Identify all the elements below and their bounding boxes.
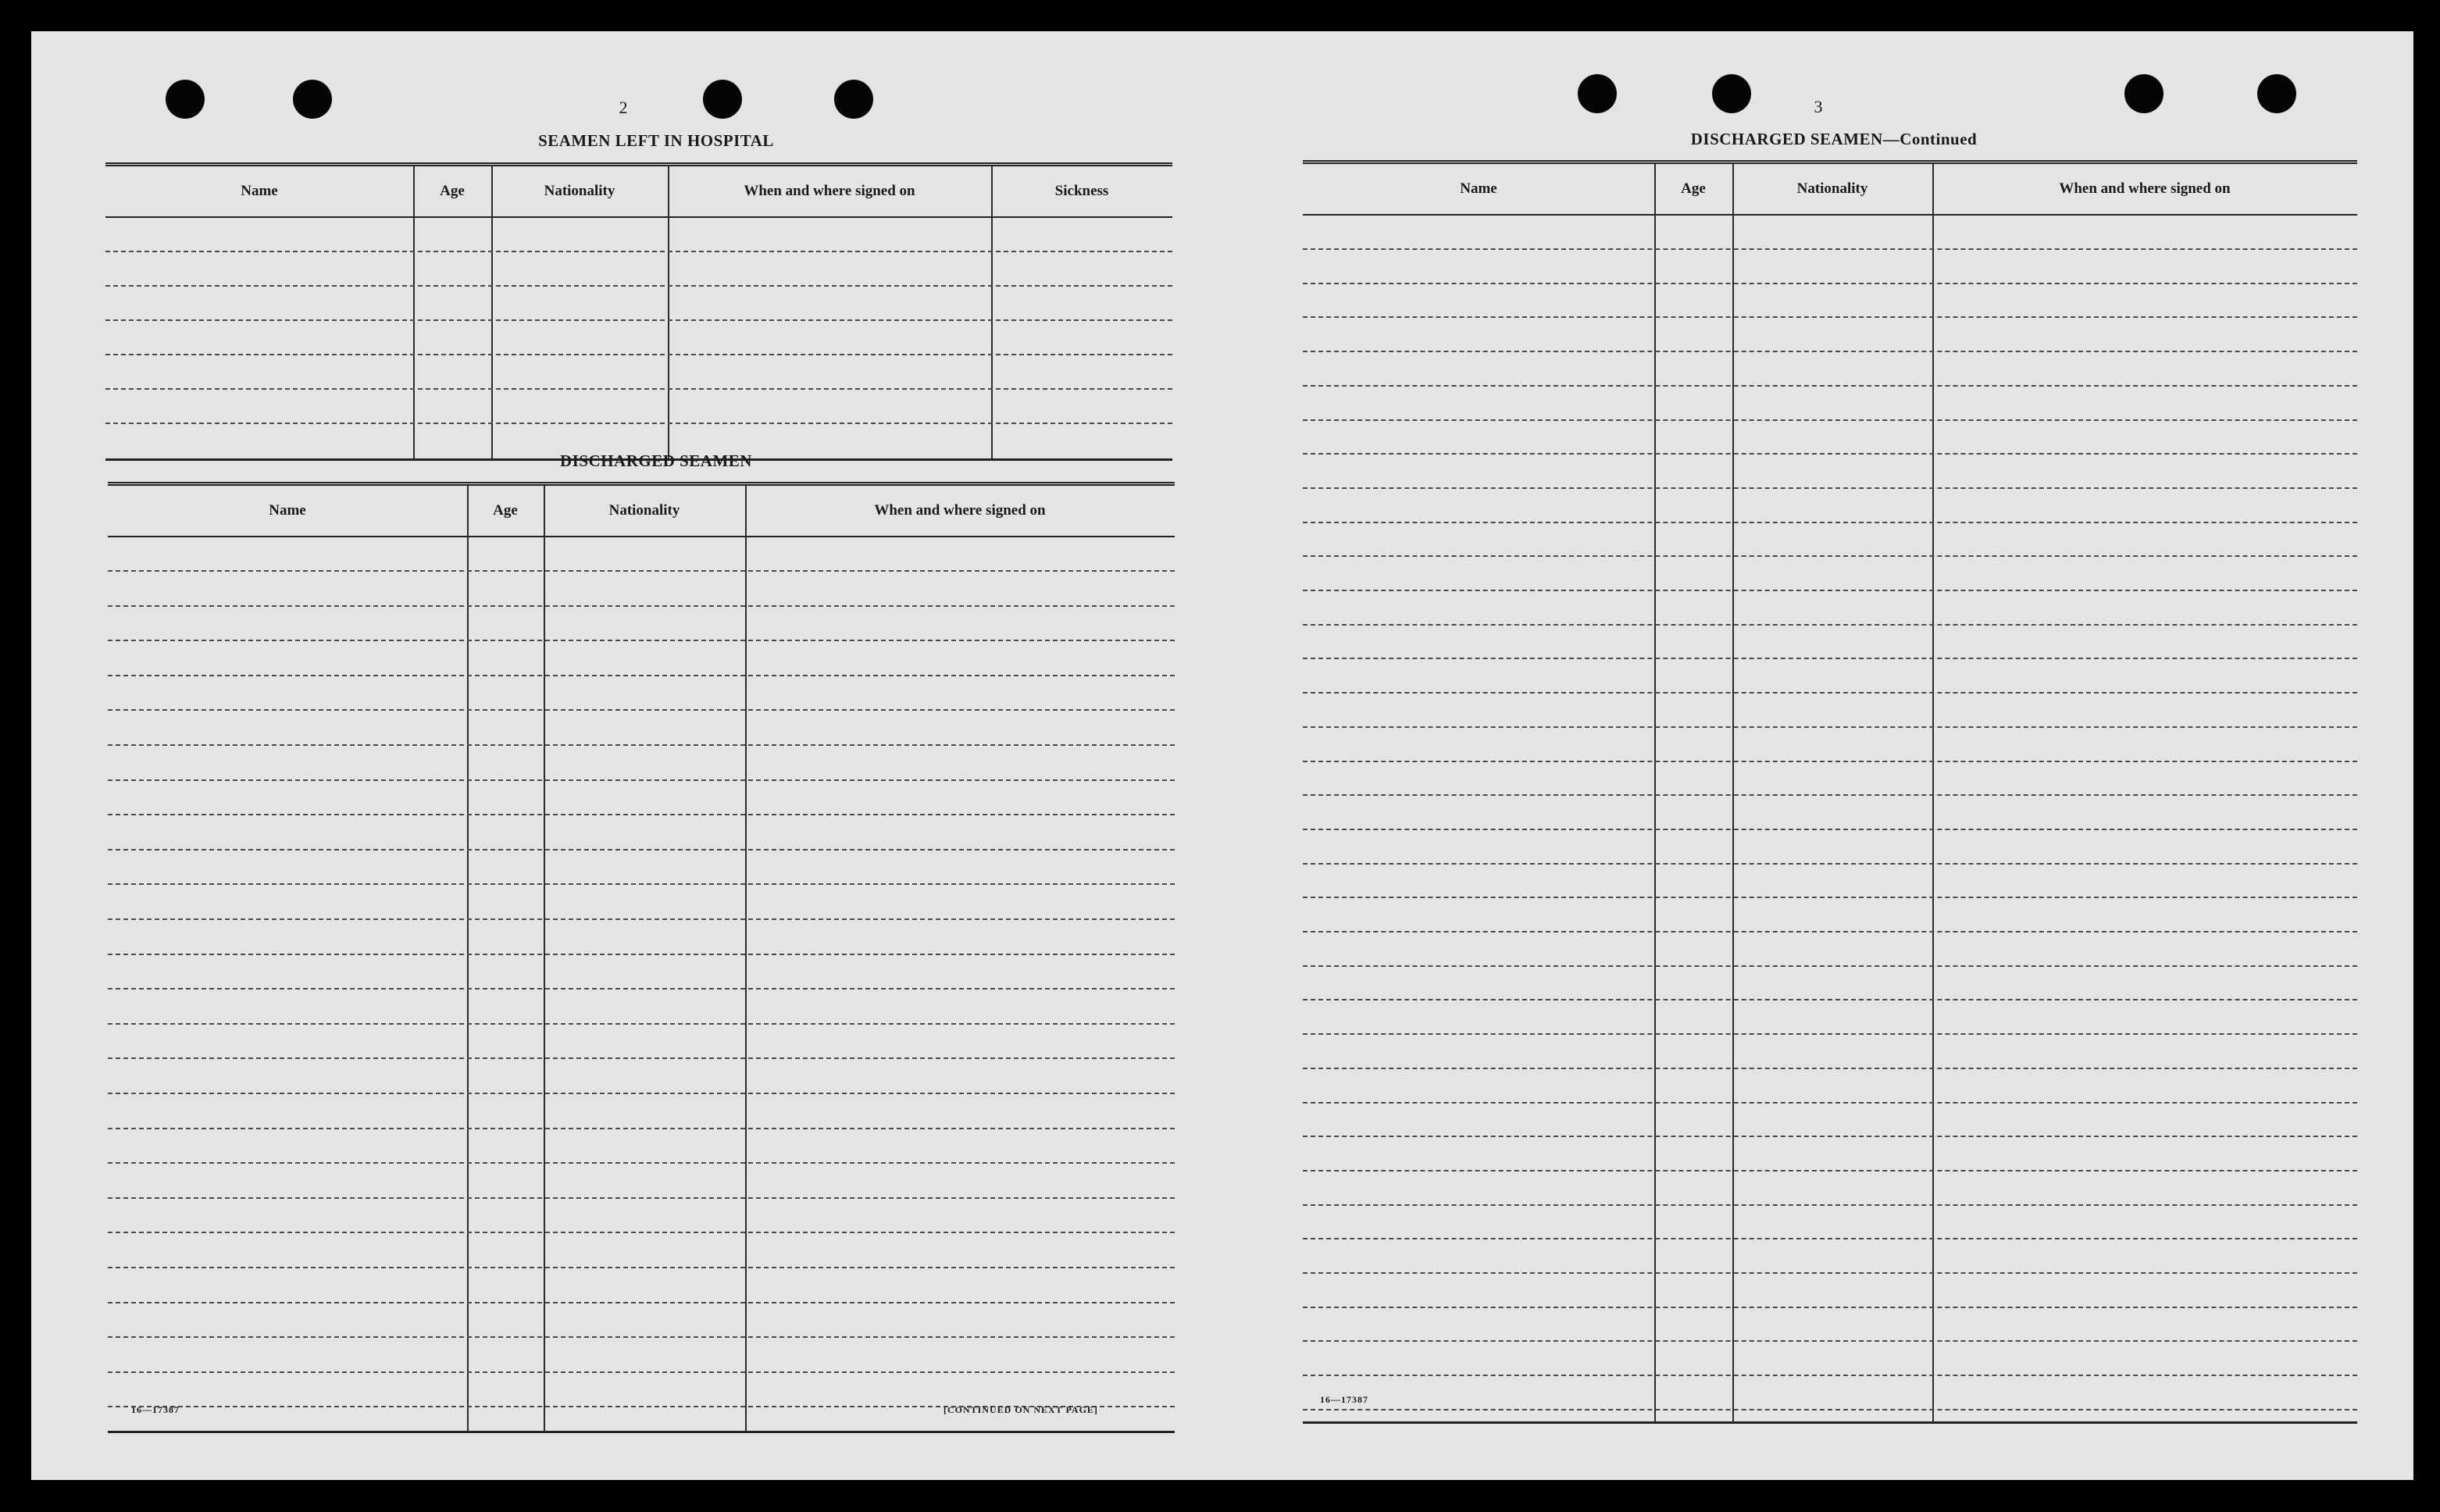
column-divider	[544, 486, 545, 1431]
document-page	[31, 31, 2413, 1480]
table-row	[1303, 419, 2357, 421]
table-row	[1303, 248, 2357, 250]
table-row	[1303, 1102, 2357, 1104]
table-row	[1303, 1409, 2357, 1410]
column-divider	[1932, 164, 1934, 1421]
punch-hole-icon	[1578, 74, 1617, 113]
table-row	[108, 1197, 1175, 1199]
punch-hole-icon	[834, 80, 873, 119]
discharged-section-title-left: DISCHARGED SEAMEN	[560, 451, 752, 470]
table-row	[105, 319, 1172, 321]
table-row	[1303, 1033, 2357, 1035]
table-row	[1303, 761, 2357, 762]
table-row	[105, 285, 1172, 287]
column-header-sickness: Sickness	[1054, 183, 1109, 199]
table-row	[1303, 590, 2357, 591]
column-divider	[991, 166, 993, 458]
table-row	[108, 1302, 1175, 1303]
column-header-age: Age	[1681, 180, 1706, 197]
column-divider	[1654, 164, 1656, 1421]
column-header-age: Age	[493, 502, 518, 519]
table-row	[108, 675, 1175, 676]
table-row	[1303, 1272, 2357, 1274]
discharged-table-right	[1303, 160, 2357, 1424]
form-code-right: 16—17387	[1320, 1394, 1368, 1405]
table-row	[108, 640, 1175, 641]
page-number-left: 2	[619, 98, 628, 117]
table-row	[108, 1336, 1175, 1338]
continued-suffix: —Continued	[1882, 130, 1978, 148]
table-row	[108, 779, 1175, 781]
table-row	[1303, 522, 2357, 523]
column-header-signed-on: When and where signed on	[744, 183, 915, 199]
table-row	[1303, 1375, 2357, 1376]
table-row	[1303, 1307, 2357, 1308]
table-row	[108, 1232, 1175, 1233]
column-header-nationality: Nationality	[544, 183, 615, 199]
form-code-left: 16—17387	[131, 1404, 180, 1415]
table-row	[105, 388, 1172, 390]
table-row	[108, 918, 1175, 920]
punch-hole-icon	[1712, 74, 1751, 113]
table-row	[1303, 931, 2357, 933]
table-row	[108, 1371, 1175, 1373]
punch-hole-icon	[2257, 74, 2296, 113]
table-row	[1303, 453, 2357, 455]
table-row	[108, 1267, 1175, 1268]
table-row	[1303, 555, 2357, 557]
table-row	[1303, 1238, 2357, 1239]
table-row	[105, 354, 1172, 355]
column-header-age: Age	[440, 183, 465, 199]
column-header-name: Name	[241, 183, 278, 199]
punch-hole-icon	[703, 80, 742, 119]
table-row	[1303, 351, 2357, 352]
column-header-nationality: Nationality	[1796, 180, 1868, 197]
hospital-section-title: SEAMEN LEFT IN HOSPITAL	[538, 131, 774, 150]
punch-hole-icon	[166, 80, 205, 119]
column-header-name: Name	[1460, 180, 1497, 197]
table-row	[1303, 658, 2357, 659]
punch-hole-icon	[2124, 74, 2164, 113]
table-row	[1303, 385, 2357, 387]
table-row	[108, 1128, 1175, 1129]
table-row	[1303, 965, 2357, 967]
column-divider	[467, 486, 469, 1431]
column-header-signed-on: When and where signed on	[874, 502, 1046, 519]
continued-note: [CONTINUED ON NEXT PAGE]	[944, 1404, 1098, 1415]
table-row	[1303, 897, 2357, 898]
table-row	[1303, 624, 2357, 626]
table-row	[108, 709, 1175, 711]
page-number-right: 3	[1814, 97, 1823, 116]
table-row	[108, 1057, 1175, 1059]
table-row	[1303, 726, 2357, 728]
table-row	[1303, 692, 2357, 694]
table-row	[108, 849, 1175, 850]
table-row	[1303, 829, 2357, 830]
table-row	[1303, 1204, 2357, 1206]
table-row	[105, 251, 1172, 252]
column-header-nationality: Nationality	[608, 502, 680, 519]
table-row	[108, 1023, 1175, 1025]
punch-hole-icon	[293, 80, 332, 119]
table-row	[108, 1093, 1175, 1094]
table-row	[108, 954, 1175, 955]
table-row	[108, 570, 1175, 572]
discharged-section-title-right	[1600, 130, 2068, 149]
hospital-table	[105, 162, 1172, 461]
column-divider	[668, 166, 669, 458]
table-row	[108, 883, 1175, 885]
column-divider	[1732, 164, 1734, 1421]
discharged-table-left	[108, 482, 1175, 1433]
discharged-title-text: DISCHARGED SEAMEN	[1690, 130, 1883, 148]
table-row	[108, 988, 1175, 990]
column-header-name: Name	[269, 502, 306, 519]
table-row	[1303, 1340, 2357, 1342]
table-row	[1303, 794, 2357, 796]
table-row	[1303, 1068, 2357, 1069]
table-row	[1303, 487, 2357, 489]
table-row	[108, 814, 1175, 815]
column-header-signed-on: When and where signed on	[2059, 180, 2231, 197]
table-row	[1303, 863, 2357, 865]
table-row	[1303, 316, 2357, 318]
column-divider	[745, 486, 747, 1431]
table-row	[1303, 283, 2357, 284]
table-row	[108, 1162, 1175, 1164]
column-divider	[413, 166, 415, 458]
table-row	[108, 605, 1175, 607]
table-row	[108, 744, 1175, 746]
table-row	[105, 423, 1172, 424]
table-row	[1303, 1170, 2357, 1171]
column-divider	[491, 166, 493, 458]
table-row	[1303, 1136, 2357, 1137]
table-row	[1303, 999, 2357, 1000]
